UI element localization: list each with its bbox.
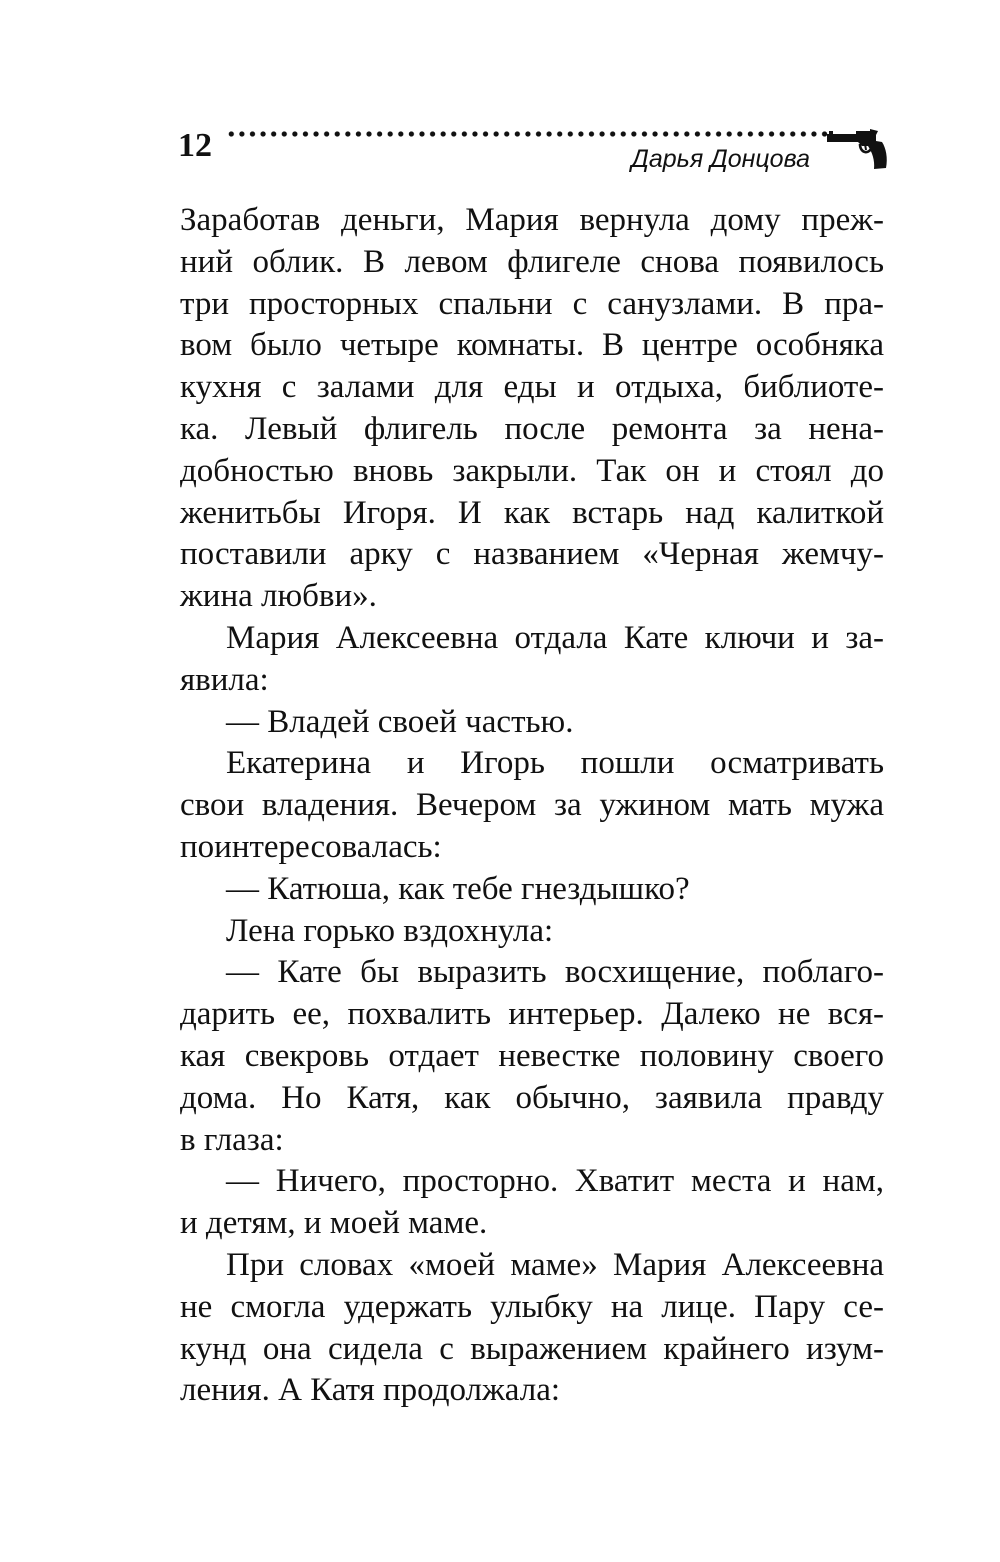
text-line: свои владения. Вечером за ужином мать мужа	[180, 787, 884, 824]
text-line: — Ничего, просторно. Хватит места и нам,	[226, 1163, 884, 1200]
text-line: и детям, и моей маме.	[180, 1205, 488, 1242]
text-line: — Владей своей частью.	[226, 703, 574, 740]
text-line: кунд она сидела с выражением крайнего изум-	[180, 1330, 884, 1367]
text-line: женитьбы Игоря. И как встарь над калиткой	[180, 494, 884, 531]
text-line: поинтересовалась:	[180, 828, 442, 865]
dot-leader	[226, 130, 832, 138]
text-line: кухня с залами для еды и отдыха, библиоте-	[180, 369, 884, 406]
page-header	[0, 0, 1000, 200]
text-line: Лена горько вздохнула:	[226, 912, 554, 949]
text-line: добностью вновь закрыли. Так он и стоял до	[180, 452, 884, 489]
text-line: жина любви».	[180, 578, 377, 615]
text-line: ка. Левый флигель после ремонта за нена-	[180, 410, 884, 447]
text-line: Мария Алексеевна отдала Кате ключи и за-	[226, 619, 884, 656]
text-line: При словах «моей маме» Мария Алексеевна	[226, 1246, 884, 1283]
text-line: ления. А Катя продолжала:	[180, 1372, 561, 1409]
text-line: Заработав деньги, Мария вернула дому преж-	[180, 202, 884, 238]
text-line: поставили арку с названием «Черная жемчу-	[180, 536, 884, 573]
text-line: дарить ее, похвалить интерьер. Далеко не вся-	[180, 996, 884, 1033]
text-line: явила:	[180, 661, 269, 698]
text-line: кая свекровь отдает невестке половину своего	[180, 1037, 884, 1074]
body-text	[180, 200, 884, 1412]
text-line: Екатерина и Игорь пошли осматривать	[226, 745, 884, 782]
text-line: не смогла удержать улыбку на лице. Пару се-	[180, 1288, 884, 1325]
text-line: три просторных спальни с санузлами. В пра-	[180, 285, 884, 322]
author-name: Дарья Донцова	[631, 145, 810, 173]
text-line: — Кате бы выразить восхищение, поблаго-	[226, 954, 884, 991]
text-line: — Катюша, как тебе гнездышко?	[226, 870, 690, 907]
text-line: в глаза:	[180, 1121, 284, 1158]
text-line: ний облик. В левом флигеле снова появилось	[180, 243, 884, 280]
text-line: вом было четыре комнаты. В центре особняка	[180, 327, 884, 364]
page-number: 12	[178, 127, 212, 164]
revolver-icon	[826, 128, 888, 170]
text-line: дома. Но Катя, как обычно, заявила правду	[180, 1079, 884, 1116]
